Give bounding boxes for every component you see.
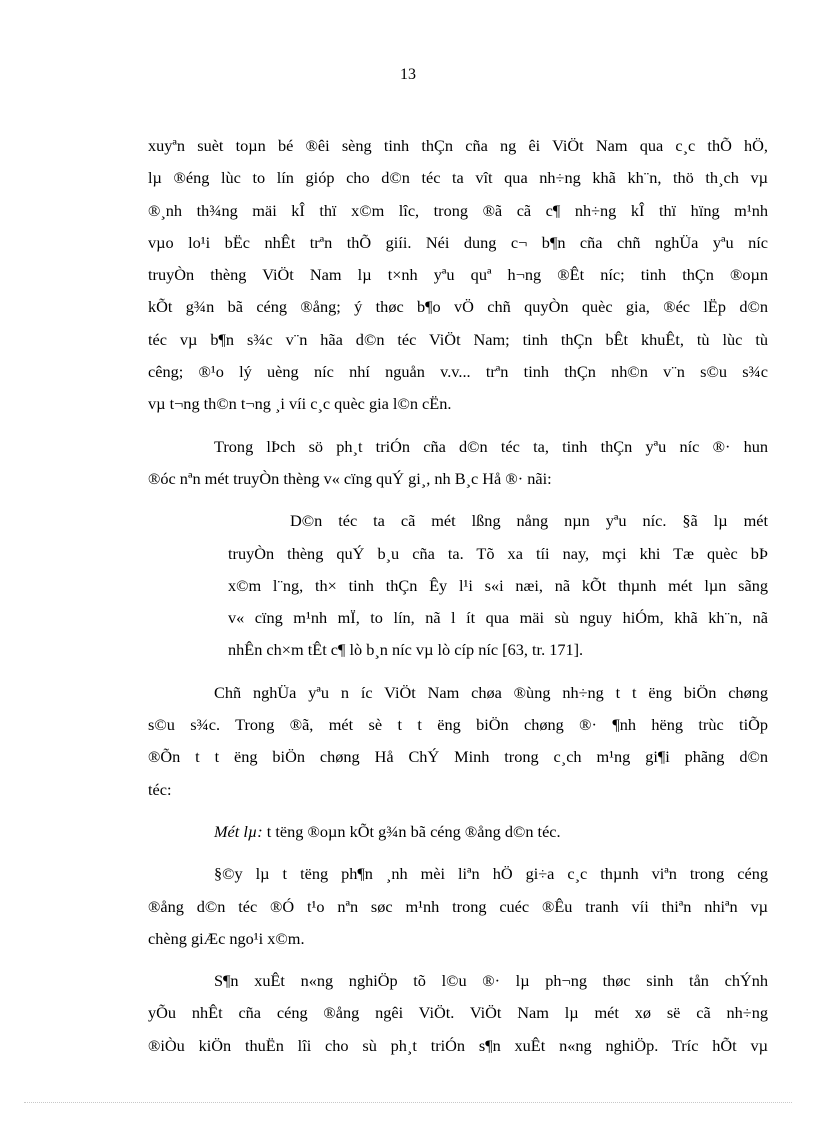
text-line: truyÒn thèng ViÖt Nam lµ t×nh yªu quª h¬ng ®Êt níc; tinh thÇn ®oµn [148, 265, 768, 285]
text-line: ®¸nh th¾ng mäi kÎ thï x©m lîc, trong ®ã cã c¶ nh÷ng kÎ thï hïng m¹nh [148, 200, 768, 220]
text-line: ®ång d©n téc ®Ó t¹o nªn søc m¹nh trong cuéc ®Êu tranh víi thiªn nhiªn vµ [148, 896, 768, 916]
text-line: ®iÒu kiÖn thuËn lîi cho sù ph¸t triÓn s¶n xuÊt n«ng nghiÖp. Tríc hÕt vµ [148, 1035, 768, 1055]
item-label: Mét lµ: [214, 821, 263, 841]
text-line: ®óc nªn mét truyÒn thèng v« cïng quÝ gi¸, nh B¸c Hå ®· nãi: [148, 468, 552, 488]
text-line: kÕt g¾n bã céng ®ång; ý thøc b¶o vÖ chñ quyÒn quèc gia, ®éc lËp d©n [148, 297, 768, 317]
text-line: §©y lµ t tëng ph¶n ¸nh mèi liªn hÖ gi÷a c¸c thµnh viªn trong céng [214, 864, 768, 884]
text-line: téc: [148, 779, 172, 799]
block-quote [148, 505, 768, 666]
text-line: téc vµ b¶n s¾c v¨n hãa d©n téc ViÖt Nam; tinh thÇn bÊt khuÊt, tù lùc tù [148, 329, 768, 349]
text-line: ®Õn t t ëng biÖn chøng Hå ChÝ Minh trong c¸ch m¹ng gi¶i phãng d©n [148, 747, 768, 767]
quote-line: nhÊn ch×m tÊt c¶ lò b¸n níc vµ lò cíp níc [63, tr. 171]. [228, 640, 584, 660]
text-line: chèng giÆc ngo¹i x©m. [148, 928, 305, 948]
paragraph-5 [148, 858, 768, 955]
paragraph-1 [148, 130, 768, 421]
quote-line: truyÒn thèng quÝ b¸u cña ta. Tõ xa tíi nay, mçi khi Tæ quèc bÞ [228, 543, 768, 563]
text-line: Chñ nghÜa yªu n íc ViÖt Nam chøa ®ùng nh÷ng t t ëng biÖn chøng [214, 682, 768, 702]
text-line [148, 816, 768, 848]
text-line: xuyªn suèt toµn bé ®êi sèng tinh thÇn cña ng êi ViÖt Nam qua c¸c thÕ hÖ, [148, 136, 768, 155]
quote-line: x©m l¨ng, th× tinh thÇn Êy l¹i s«i næi, nã kÕt thµnh mét lµn sãng [228, 575, 768, 595]
quote-line: D©n téc ta cã mét lßng nång nµn yªu níc. §ã lµ mét [290, 511, 768, 531]
paragraph-3 [148, 677, 768, 806]
paragraph-4 [148, 816, 768, 848]
paragraph-6 [148, 965, 768, 1062]
text-line: Trong lÞch sö ph¸t triÓn cña d©n téc ta, tinh thÇn yªu níc ®· hun [214, 436, 768, 456]
page-number: 13 [400, 66, 416, 83]
paragraph-2 [148, 431, 768, 496]
text-line: vµo lo¹i bËc nhÊt trªn thÕ giíi. Néi dung c¬ b¶n cña chñ nghÜa yªu níc [148, 232, 768, 252]
page-footer-divider [24, 1102, 792, 1103]
text-line: lµ ®éng lùc to lín gióp cho d©n téc ta vît qua nh÷ng khã kh¨n, thö th¸ch vµ [148, 168, 768, 188]
text-line: cêng; ®¹o lý uèng níc nhí nguån v.v... trªn tinh thÇn nh©n v¨n s©u s¾c [148, 362, 768, 382]
text-line: vµ t¬ng th©n t¬ng ¸i víi c¸c quèc gia l©n cËn. [148, 394, 452, 414]
page-body [148, 130, 768, 1062]
text-line: s©u s¾c. Trong ®ã, mét sè t t ëng biÖn chøng ®· ¶nh hëng trùc tiÕp [148, 715, 768, 735]
text-line: S¶n xuÊt n«ng nghiÖp tõ l©u ®· lµ ph¬ng thøc sinh tån chÝnh [214, 971, 768, 991]
text-line: yÕu nhÊt cña céng ®ång ngêi ViÖt. ViÖt Nam lµ mét xø së cã nh÷ng [148, 1003, 768, 1023]
item-text: t tëng ®oµn kÕt g¾n bã céng ®ång d©n téc. [262, 821, 561, 841]
quote-line: v« cïng m¹nh mÏ, to lín, nã l ít qua mäi sù nguy hiÓm, khã kh¨n, nã [228, 608, 768, 628]
